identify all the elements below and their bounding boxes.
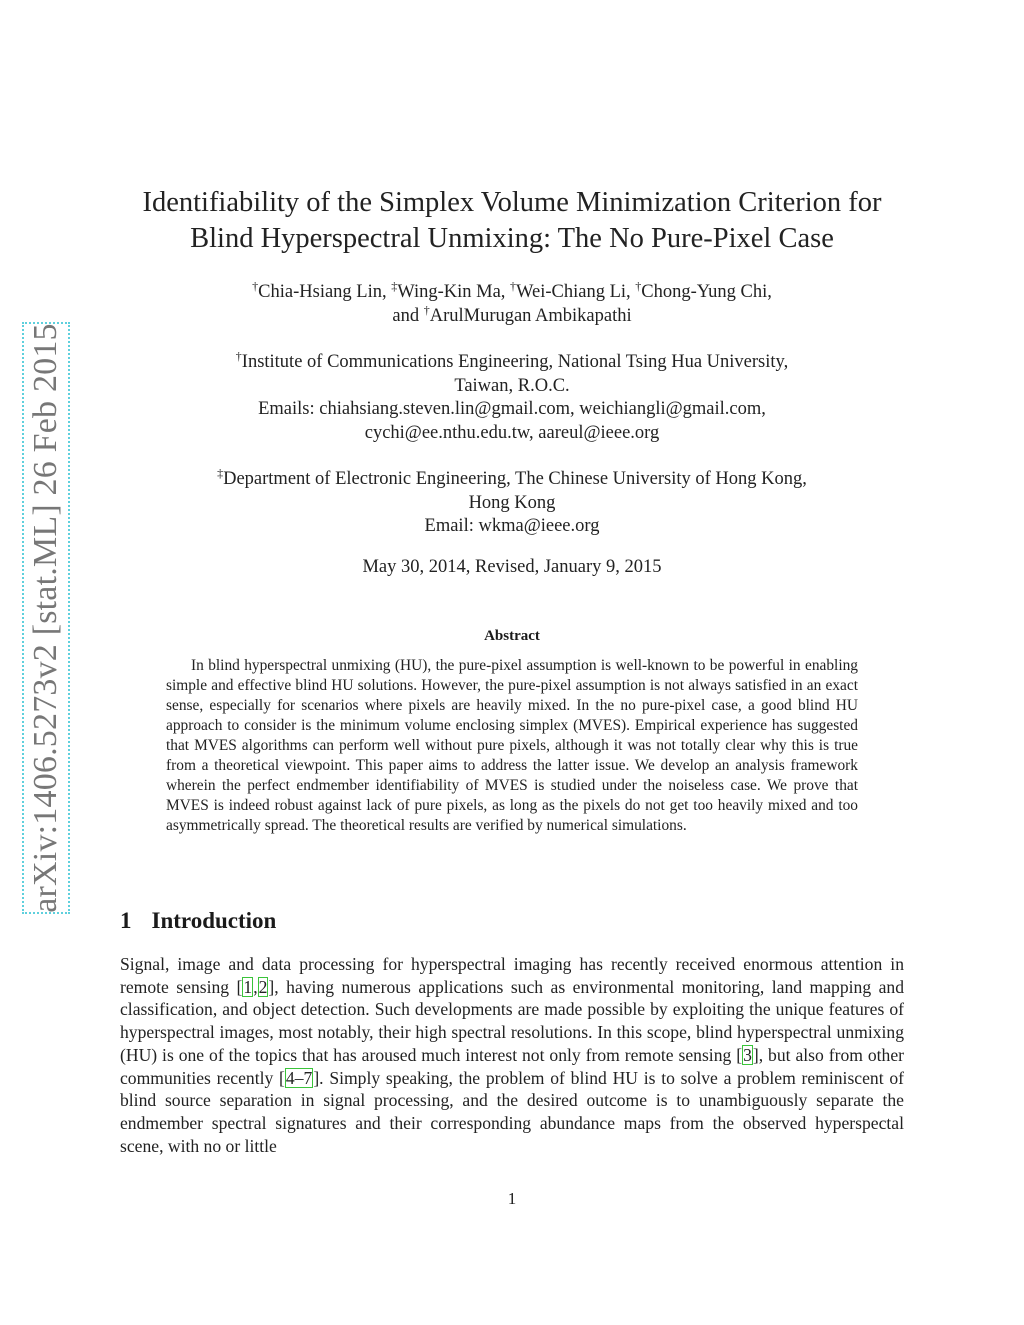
citation-link[interactable]: 2 [258, 976, 268, 997]
intro-text: ], having numerous applications such as environmental monitoring, land mapping and classification, and object detection. Such developments are made possible by exploiting the unique features of hyperspectral images, most notably, their high spectral resolutions. In this scope, blind hyperspectral unmixing (HU) is one of the topics that has aroused much interest not only from remote sensing [ [120, 976, 904, 1065]
author-conjunction: and [392, 305, 424, 326]
affiliation-text: Institute of Communications Engineering, National Tsing Hua University, [241, 352, 789, 372]
arxiv-identifier: arXiv:1406.5273v2 [stat.ML] 26 Feb 2015 [27, 323, 64, 913]
abstract-text: In blind hyperspectral unmixing (HU), the pure-pixel assumption is well-known to be powerful in enabling simple and effective blind HU solutions. However, the pure-pixel assumption is not always satisfied in an exact sense, especially for scenarios where pixels are heavily mixed. In the no pure-pixel case, a good blind HU approach to consider is the minimum volume enclosing simplex (MVES). Empirical experience has suggested that MVES algorithms can perform well without pure pixels, although it was not totally clear why this is true from a theoretical viewpoint. This paper aims to address the latter issue. We develop an analysis framework wherein the perfect endmember identifiability of MVES is studied under the noiseless case. We prove that MVES is indeed robust against lack of pure pixels, as long as the pixels do not get too heavily mixed and too asymmetrically spread. The theoretical results are verified by numerical simulations. [166, 657, 858, 834]
affiliation-1 [112, 351, 912, 445]
abstract-heading: Abstract [484, 628, 540, 644]
author-line-2 [112, 302, 912, 329]
intro-paragraph [120, 953, 904, 1157]
section-title: Introduction [151, 908, 277, 933]
affiliation-line: Hong Kong [468, 492, 556, 513]
citation-link[interactable]: 3 [743, 1044, 752, 1065]
author-name: Wing-Kin Ma, [397, 282, 511, 302]
section-heading [120, 906, 276, 936]
author-mark: ‡ [391, 279, 398, 293]
affiliation-emails: cychi@ee.nthu.edu.tw, aareul@ieee.org [364, 422, 660, 443]
affiliation-emails: Emails: chiahsiang.steven.lin@gmail.com, weichiangli@gmail.com, [258, 399, 766, 419]
author-mark: † [510, 279, 517, 293]
author-name: ArulMurugan Ambikapathi [429, 305, 632, 326]
author-mark: † [635, 279, 642, 293]
affiliation-mark: † [235, 349, 242, 363]
paper-title [112, 185, 912, 257]
affiliation-text: Department of Electronic Engineering, The Chinese University of Hong Kong, [223, 469, 807, 489]
affiliation-line [112, 468, 912, 492]
affiliation-line: Taiwan, R.O.C. [454, 375, 570, 396]
title-line-1: Identifiability of the Simplex Volume Minimization Criterion for [142, 187, 882, 218]
affiliation-emails: Email: wkma@ieee.org [424, 516, 600, 536]
intro-text: , [253, 976, 258, 997]
author-name: Chong-Yung Chi, [641, 282, 772, 302]
affiliation-line [112, 351, 912, 375]
intro-text: ]. Simply speaking, the problem of blind HU is to solve a problem reminiscent of blind source separation in signal processing, and the desired outcome is to unambiguously separate the endmember spectral signatures and their corresponding abundance maps from the observed hyperspectal scene, with no or little [120, 1067, 905, 1156]
paper-date [112, 556, 912, 580]
author-mark: † [423, 302, 430, 317]
title-line-2: Blind Hyperspectral Unmixing: The No Pure-Pixel Case [190, 223, 834, 254]
intro-text: Signal, image and data processing for hyperspectral imaging has recently received enormous attention in remote sensing [ [120, 954, 904, 997]
section-number: 1 [120, 908, 132, 933]
author-mark: † [252, 279, 259, 293]
author-name: Chia-Hsiang Lin, [258, 282, 392, 302]
author-list [112, 281, 912, 328]
author-line-1 [112, 281, 912, 305]
arxiv-stamp [22, 322, 70, 914]
affiliation-2 [112, 468, 912, 539]
date-text: May 30, 2014, Revised, January 9, 2015 [362, 557, 662, 577]
author-name: Wei-Chiang Li, [516, 282, 636, 302]
intro-text: ], but also from other communities recently [ [120, 1044, 904, 1088]
affiliation-mark: ‡ [217, 466, 224, 480]
citation-link[interactable]: 4–7 [285, 1067, 313, 1088]
citation-link[interactable]: 1 [243, 976, 253, 997]
page-number: 1 [507, 1189, 517, 1208]
